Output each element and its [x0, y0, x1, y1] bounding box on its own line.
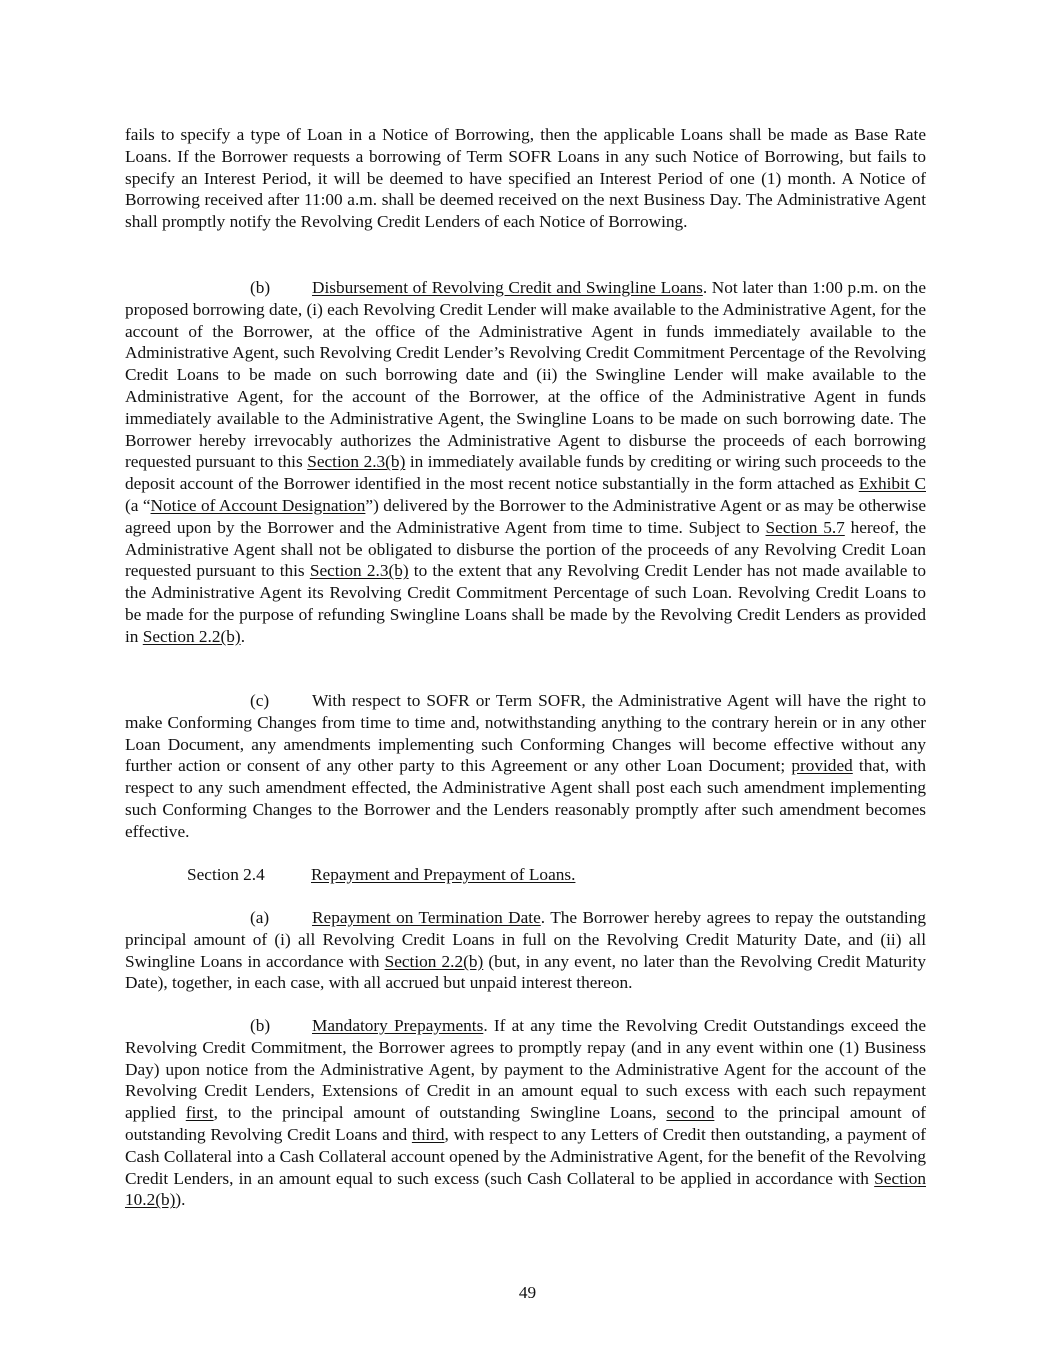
paragraph-text: to the principal amount of outstanding Revolving Credit Loans and: [125, 1103, 926, 1144]
cross-reference: Section 5.7: [765, 517, 845, 537]
cross-reference: Section 2.3(b): [309, 561, 409, 581]
defined-term: Notice of Account Designation: [150, 495, 366, 515]
paragraph-notice-of-borrowing: [125, 124, 926, 233]
ordinal-term: second: [666, 1103, 715, 1123]
paragraph-text: . If at any time the Revolving Credit Outstandings exceed the Revolving Credit Commitment, the Borrower agrees to promptly repay (and in any event within one (1) Business Day) upon notice from the Administrative Agent, by payment to the Administrative Agent for the account of the Revolving Credit Lenders, Extensions of Credit in an amount equal to such excess with each such repayment applied: [125, 1016, 926, 1123]
paragraph-text: , to the principal amount of outstanding Swingline Loans,: [213, 1103, 667, 1123]
paragraph-repayment: [125, 907, 926, 994]
section-heading: [187, 864, 575, 886]
subsection-heading: Disbursement of Revolving Credit and Swingline Loans: [312, 278, 703, 297]
section-title: Repayment and Prepayment of Loans.: [311, 865, 576, 884]
paragraph-text: to the extent that any Revolving Credit Lender has not made available to the Administrative Agent its Revolving Credit Commitment Percentage of such Loan. Revolving Credit Loans to be made for the purpose of refunding Swingline Loans shall be made by the Revolving Credit Lenders as provided in: [125, 561, 926, 646]
cross-reference: Section 2.2(b): [142, 626, 241, 646]
paragraph-text: fails to specify a type of Loan in a Notice of Borrowing, then the applicable Loans shall be made as Base Rate Loans. If the Borrower requests a borrowing of Term SOFR Loans in any such Notice of Borrowing, but fails to specify an Interest Period, it will be deemed to have specified an Interest Period of one (1) month. A Notice of Borrowing received after 11:00 a.m. shall be deemed received on the next Business Day. The Administrative Agent shall promptly notify the Revolving Credit Lenders of each Notice of Borrowing.: [125, 125, 926, 232]
paragraph-text: that, with respect to any such amendment effected, the Administrative Agent shall post each such amendment implementing such Conforming Changes to the Borrower and the Lenders reasonably promptly after such amendment becomes effective.: [125, 756, 926, 841]
cross-reference: Section 2.3(b): [307, 452, 406, 472]
paragraph-text: . The Borrower hereby agrees to repay the outstanding principal amount of (i) all Revolving Credit Loans in full on the Revolving Credit Maturity Date, and (ii) all Swingline Loans in accordance with: [125, 908, 926, 971]
paragraph-text: With respect to SOFR or Term SOFR, the Administrative Agent will have the right to make Conforming Changes from time to time and, notwithstanding anything to the contrary herein or in any other Loan Document, any amendments implementing such Conforming Changes will become effective without any further action or consent of any other party to this Agreement or any other Loan Document;: [125, 691, 926, 776]
paragraph-conforming-changes: [125, 690, 926, 843]
cross-reference: Section 2.2(b): [384, 951, 484, 971]
subsection-marker: (a): [250, 908, 270, 927]
subsection-marker: (b): [250, 1016, 271, 1035]
paragraph-text: .: [240, 626, 246, 646]
paragraph-text: hereof, the Administrative Agent shall not be obligated to disburse the portion of the proceeds of any Revolving Credit Loan requested pursuant to this: [125, 517, 926, 581]
paragraph-text: . Not later than 1:00 p.m. on the proposed borrowing date, (i) each Revolving Credit Lender will make available to the Administrative Agent, for the account of the Borrower, at the office of the Administrative Agent in funds immediately available to the Administrative Agent, such Revolving Credit Lender’s Revolving Credit Commitment Percentage of the Revolving Credit Loans to be made on such borrowing date and (ii) the Swingline Lender will make available to the Administrative Agent, for the account of the Borrower, at the office of the Administrative Agent in funds immediately available to the Administrative Agent, the Swingline Loans to be made on such borrowing date. The Borrower hereby irrevocably authorizes the Administrative Agent to disburse the proceeds of each borrowing requested pursuant to this: [125, 278, 926, 472]
paragraph-text: ).: [175, 1190, 186, 1210]
subsection-marker: (c): [250, 691, 270, 710]
ordinal-term: third: [411, 1124, 445, 1144]
paragraph-mandatory-prepayments: [125, 1015, 926, 1211]
ordinal-term: first: [185, 1103, 214, 1123]
page-number: 49: [518, 1283, 537, 1302]
paragraph-text: ”) delivered by the Borrower to the Administrative Agent or as may be otherwise agreed upon by the Borrower and the Administrative Agent from time to time. Subject to: [125, 495, 926, 537]
cross-reference: Section 10.2(b): [125, 1168, 926, 1210]
cross-reference: Exhibit C: [858, 474, 926, 494]
section-number: Section 2.4: [187, 865, 265, 884]
subsection-marker: (b): [250, 278, 271, 297]
subsection-heading: Repayment on Termination Date: [312, 908, 541, 927]
paragraph-text: in immediately available funds by crediting or wiring such proceeds to the deposit account of the Borrower identified in the most recent notice substantially in the form attached as: [125, 452, 926, 494]
subsection-heading: Mandatory Prepayments: [312, 1016, 484, 1035]
proviso-term: provided: [791, 756, 853, 776]
paragraph-text: (a “: [125, 495, 151, 515]
paragraph-disbursement: [125, 277, 926, 648]
paragraph-text: , with respect to any Letters of Credit then outstanding, a payment of Cash Collateral into a Cash Collateral account opened by the Administrative Agent, for the benefit of the Revolving Credit Lenders, in an amount equal to such excess (such Cash Collateral to be applied in accordance with: [125, 1124, 926, 1188]
paragraph-text: (but, in any event, no later than the Revolving Credit Maturity Date), together, in each case, with all accrued but unpaid interest thereon.: [125, 951, 926, 993]
